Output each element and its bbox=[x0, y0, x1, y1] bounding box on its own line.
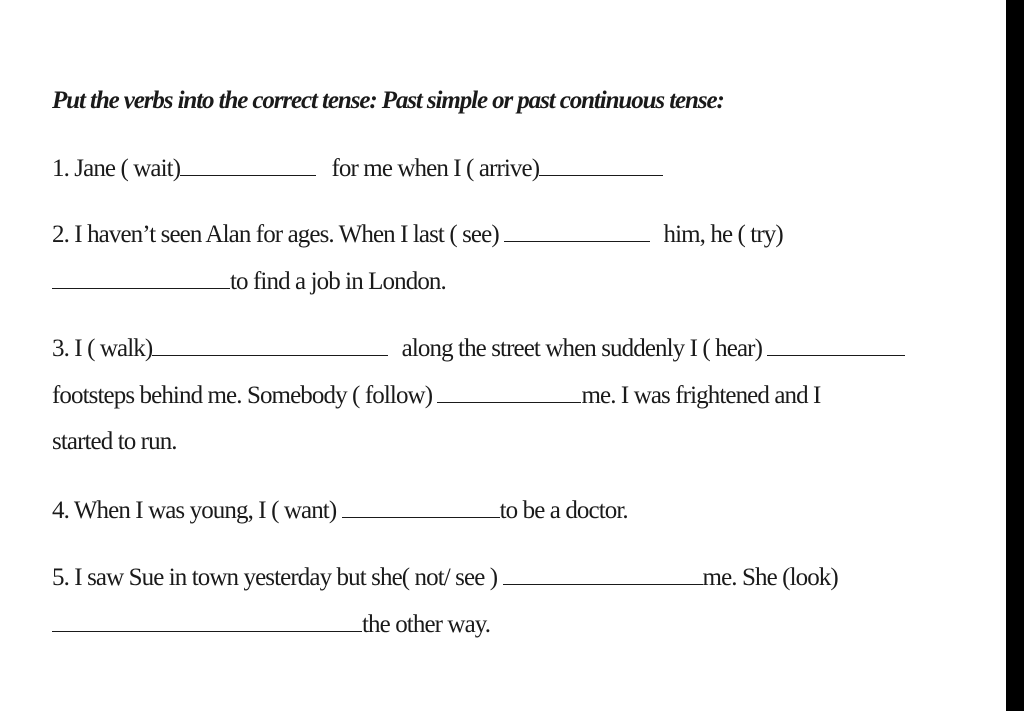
question-4-line-1 bbox=[52, 495, 628, 526]
q5-text-a: 5. I saw Sue in town yesterday but she( not/ see ) bbox=[52, 564, 498, 591]
q4-text-b: to be a doctor. bbox=[499, 497, 628, 524]
q3-text-a: 3. I ( walk) bbox=[52, 335, 153, 362]
question-3-line-1 bbox=[52, 333, 905, 364]
q2-blank-1[interactable] bbox=[504, 219, 650, 242]
question-3-line-3 bbox=[52, 427, 177, 457]
q5-text-c: the other way. bbox=[362, 611, 491, 638]
q3-blank-3[interactable] bbox=[437, 380, 581, 403]
q3-text-e: started to run. bbox=[52, 428, 177, 455]
right-border bbox=[1006, 0, 1024, 711]
worksheet-heading: Put the verbs into the correct tense: Past simple or past continuous tense: bbox=[52, 87, 724, 114]
question-2-line-1 bbox=[52, 219, 783, 250]
question-5-line-2 bbox=[52, 609, 490, 640]
q2-text-b: him, he ( try) bbox=[663, 221, 783, 248]
q3-blank-2[interactable] bbox=[767, 333, 905, 356]
question-2-line-2 bbox=[52, 266, 446, 297]
q1-text-a: 1. Jane ( wait) bbox=[52, 155, 181, 182]
q5-text-b: me. She (look) bbox=[702, 564, 838, 591]
q1-blank-1[interactable] bbox=[180, 153, 316, 176]
q3-text-d: me. I was frightened and I bbox=[581, 382, 821, 409]
q2-text-c: to find a job in London. bbox=[230, 268, 446, 295]
question-1-line-1 bbox=[52, 153, 663, 184]
q4-text-a: 4. When I was young, I ( want) bbox=[52, 497, 337, 524]
q3-blank-1[interactable] bbox=[152, 333, 388, 356]
q2-blank-2[interactable] bbox=[52, 266, 230, 289]
q3-text-b: along the street when suddenly I ( hear) bbox=[401, 335, 763, 362]
question-3-line-2 bbox=[52, 380, 821, 411]
q3-text-c: footsteps behind me. Somebody ( follow) bbox=[52, 382, 433, 409]
question-5-line-1 bbox=[52, 562, 838, 593]
q1-blank-2[interactable] bbox=[539, 153, 663, 176]
q5-blank-2[interactable] bbox=[52, 609, 362, 632]
q5-blank-1[interactable] bbox=[503, 562, 703, 585]
q4-blank-1[interactable] bbox=[342, 495, 500, 518]
q2-text-a: 2. I haven’t seen Alan for ages. When I last ( see) bbox=[52, 221, 499, 248]
q1-text-b: for me when I ( arrive) bbox=[331, 155, 540, 182]
